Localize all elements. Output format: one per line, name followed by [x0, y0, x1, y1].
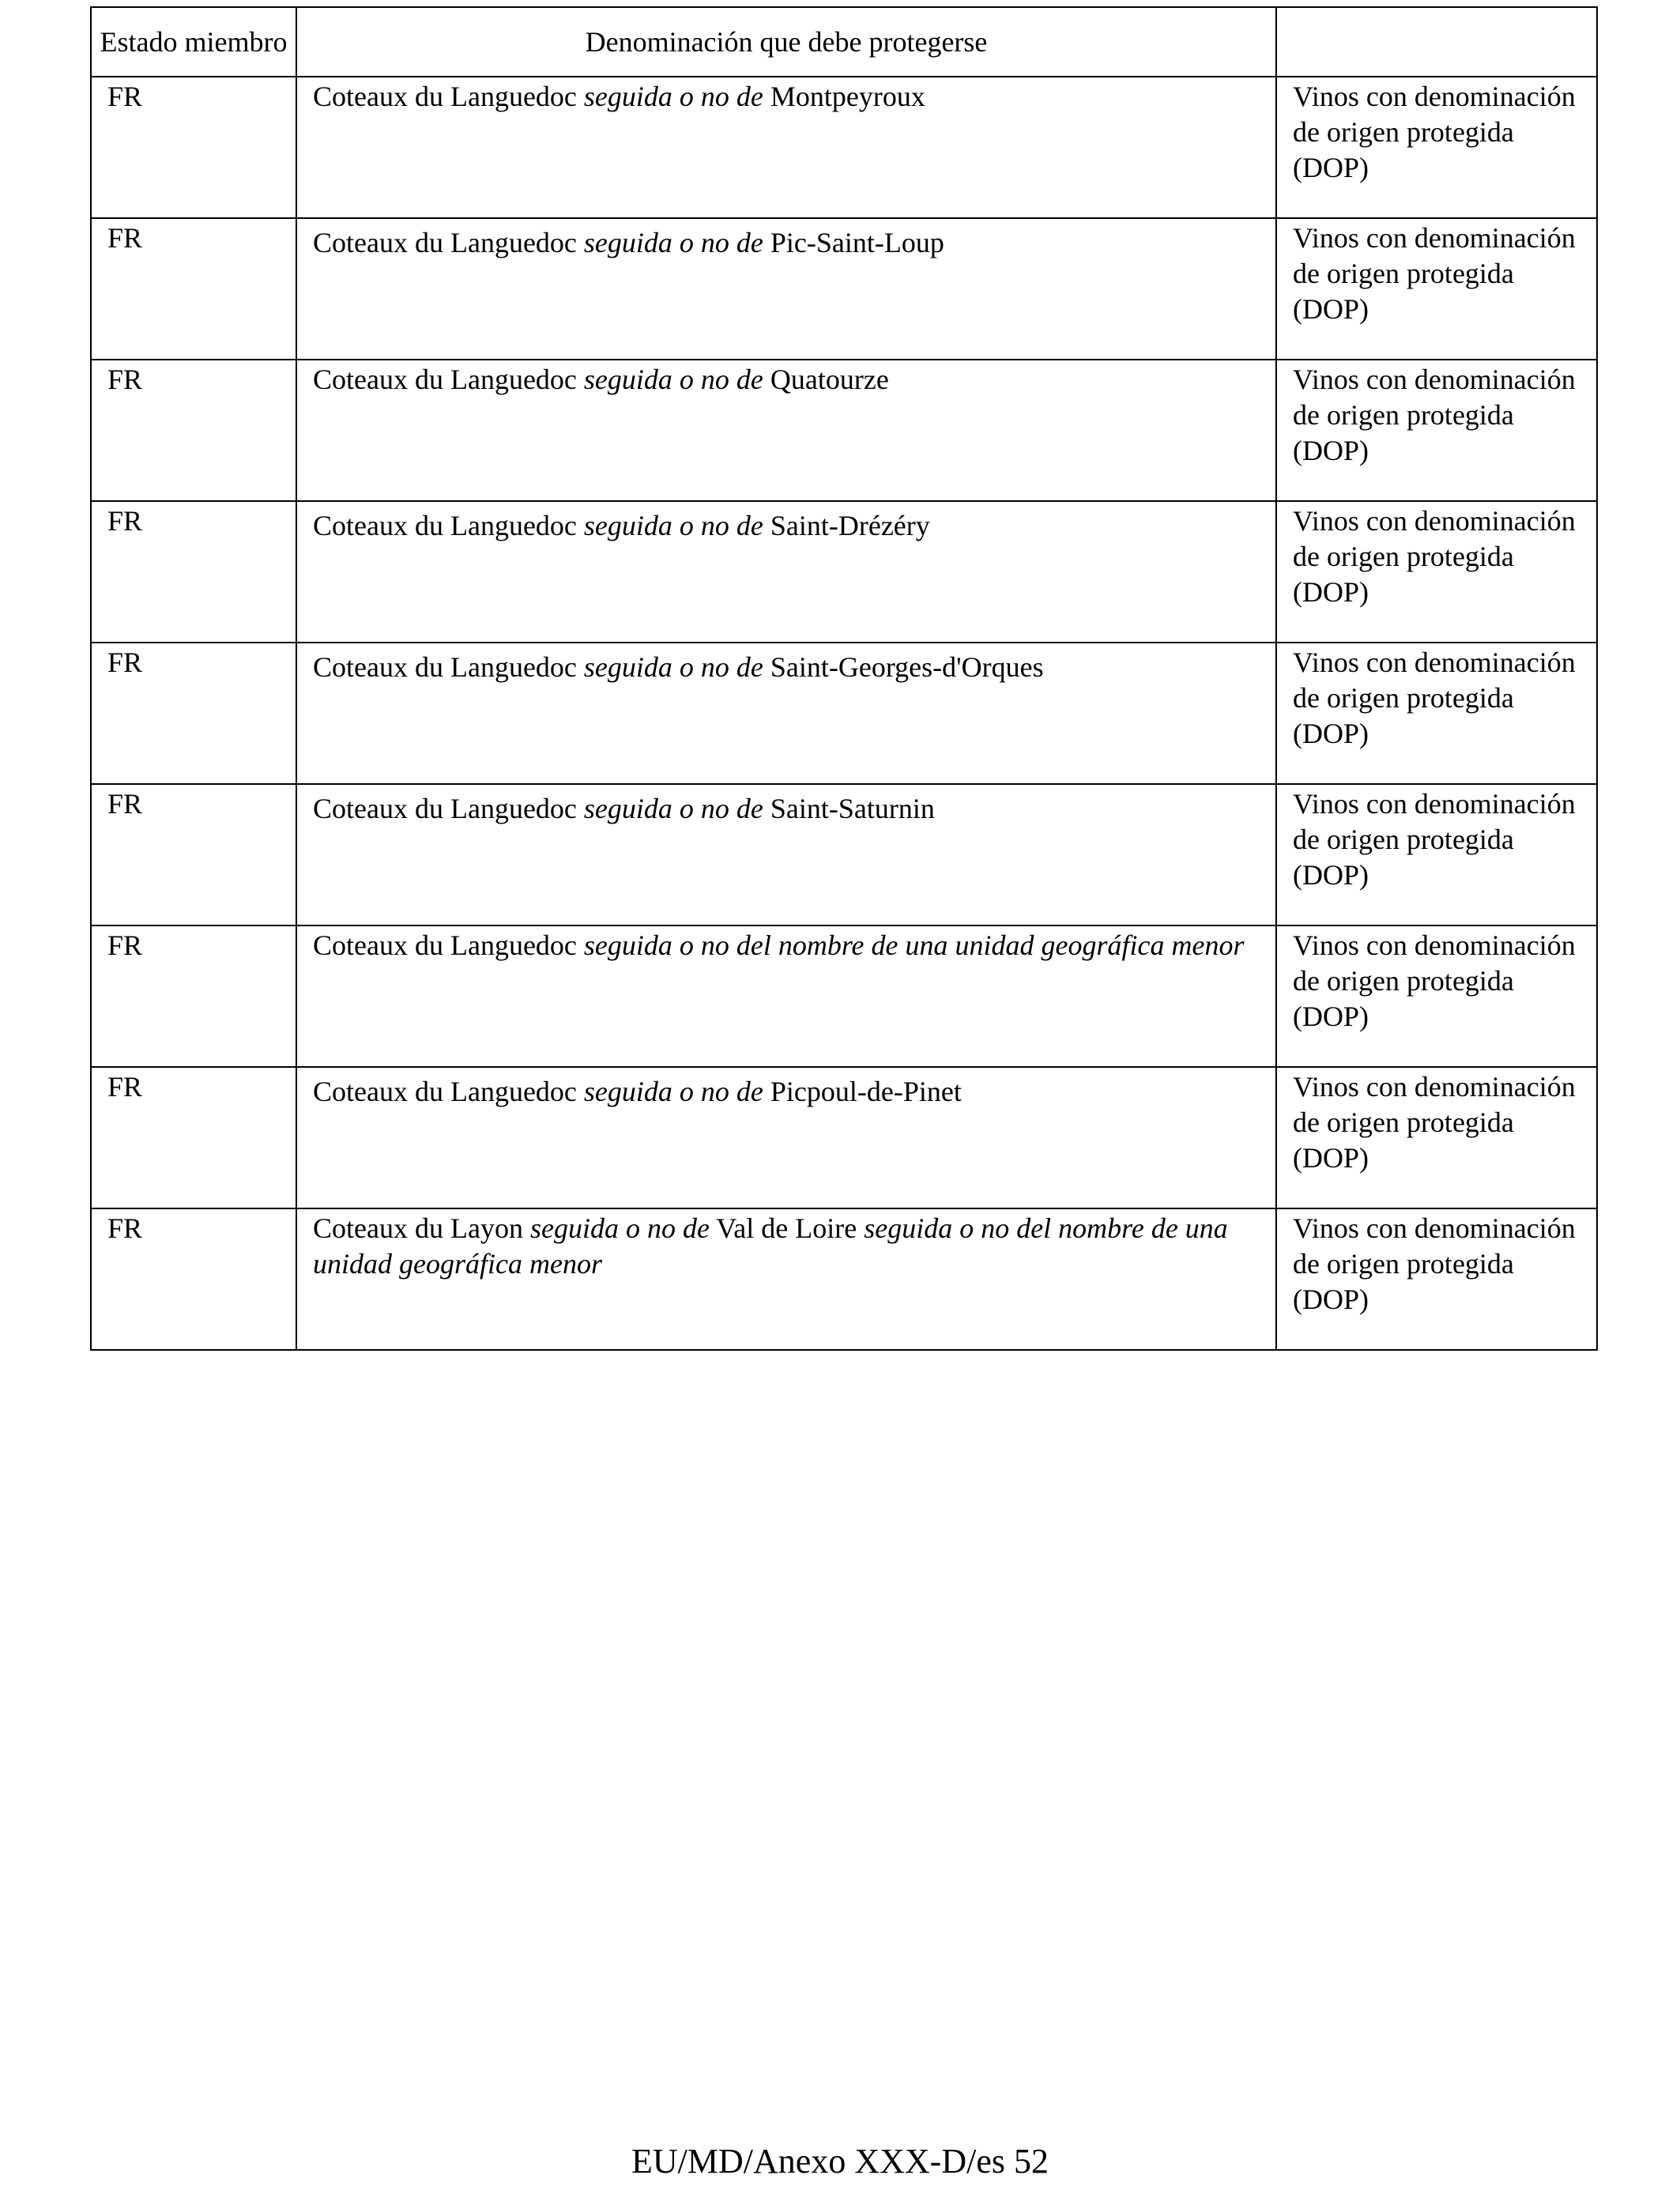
product-category-cell: Vinos con denominación de origen protegida (DOP) — [1276, 643, 1597, 784]
name-text: Saint-Saturnin — [763, 793, 935, 824]
table-row — [91, 360, 1597, 501]
name-text: Pic-Saint-Loup — [763, 227, 944, 258]
header-member-state: Estado miembro — [91, 7, 296, 77]
name-text: Coteaux du Languedoc — [313, 510, 584, 541]
table-row — [91, 784, 1597, 925]
table-row — [91, 218, 1597, 360]
table-row — [91, 1067, 1597, 1208]
product-category-cell: Vinos con denominación de origen protegida (DOP) — [1276, 1208, 1597, 1350]
table-header — [91, 7, 1597, 77]
member-state-cell: FR — [91, 784, 296, 925]
table-row — [91, 1208, 1597, 1350]
protected-name-cell — [296, 77, 1276, 218]
name-qualifier-text: seguida o no del nombre de una unidad geográfica menor — [313, 1212, 1228, 1280]
protected-name-cell — [296, 501, 1276, 643]
name-text: Picpoul-de-Pinet — [763, 1076, 962, 1107]
protected-name-cell — [296, 218, 1276, 360]
name-text: Coteaux du Languedoc — [313, 364, 584, 395]
protected-names-table — [90, 6, 1598, 1351]
header-category — [1276, 7, 1597, 77]
name-text: Val de Loire — [709, 1212, 864, 1244]
protected-name-cell — [296, 1208, 1276, 1350]
table-row — [91, 643, 1597, 784]
protected-name-cell — [296, 925, 1276, 1067]
product-category-cell: Vinos con denominación de origen protegida (DOP) — [1276, 218, 1597, 360]
table-body — [91, 77, 1597, 1350]
member-state-cell: FR — [91, 925, 296, 1067]
table-row — [91, 925, 1597, 1067]
name-text: Coteaux du Languedoc — [313, 651, 584, 683]
name-qualifier-text: seguida o no de — [583, 510, 763, 541]
product-category-cell: Vinos con denominación de origen protegida (DOP) — [1276, 77, 1597, 218]
name-text: Coteaux du Layon — [313, 1212, 530, 1244]
member-state-cell: FR — [91, 643, 296, 784]
page-footer-reference: EU/MD/Anexo XXX-D/es 52 — [631, 2142, 1049, 2181]
product-category-cell: Vinos con denominación de origen protegida (DOP) — [1276, 501, 1597, 643]
protected-name-cell — [296, 784, 1276, 925]
name-text: Saint-Georges-d'Orques — [763, 651, 1044, 683]
product-category-cell: Vinos con denominación de origen protegida (DOP) — [1276, 925, 1597, 1067]
member-state-cell: FR — [91, 218, 296, 360]
product-category-cell: Vinos con denominación de origen protegida (DOP) — [1276, 1067, 1597, 1208]
name-qualifier-text: seguida o no de — [583, 793, 763, 824]
member-state-cell: FR — [91, 77, 296, 218]
member-state-cell: FR — [91, 1208, 296, 1350]
protected-name-cell — [296, 643, 1276, 784]
name-qualifier-text: seguida o no de — [529, 1212, 710, 1244]
name-text: Montpeyroux — [763, 81, 925, 112]
protected-name-cell — [296, 360, 1276, 501]
member-state-cell: FR — [91, 360, 296, 501]
table-row — [91, 77, 1597, 218]
name-qualifier-text: seguida o no de — [583, 364, 763, 395]
name-qualifier-text: seguida o no de — [583, 227, 763, 258]
protected-name-cell — [296, 1067, 1276, 1208]
name-text: Coteaux du Languedoc — [313, 227, 584, 258]
name-text: Coteaux du Languedoc — [313, 929, 584, 961]
name-text: Quatourze — [763, 364, 889, 395]
table-row — [91, 501, 1597, 643]
header-row — [91, 7, 1597, 77]
product-category-cell: Vinos con denominación de origen protegida (DOP) — [1276, 784, 1597, 925]
name-qualifier-text: seguida o no de — [583, 651, 763, 683]
name-text: Coteaux du Languedoc — [313, 793, 584, 824]
name-qualifier-text: seguida o no del nombre de una unidad geográfica menor — [583, 929, 1245, 961]
name-text: Saint-Drézéry — [763, 510, 930, 541]
product-category-cell: Vinos con denominación de origen protegida (DOP) — [1276, 360, 1597, 501]
member-state-cell: FR — [91, 501, 296, 643]
member-state-cell: FR — [91, 1067, 296, 1208]
name-text: Coteaux du Languedoc — [313, 1076, 584, 1107]
name-qualifier-text: seguida o no de — [583, 81, 763, 112]
name-qualifier-text: seguida o no de — [583, 1076, 763, 1107]
name-text: Coteaux du Languedoc — [313, 81, 584, 112]
header-protected-name: Denominación que debe protegerse — [296, 7, 1276, 77]
